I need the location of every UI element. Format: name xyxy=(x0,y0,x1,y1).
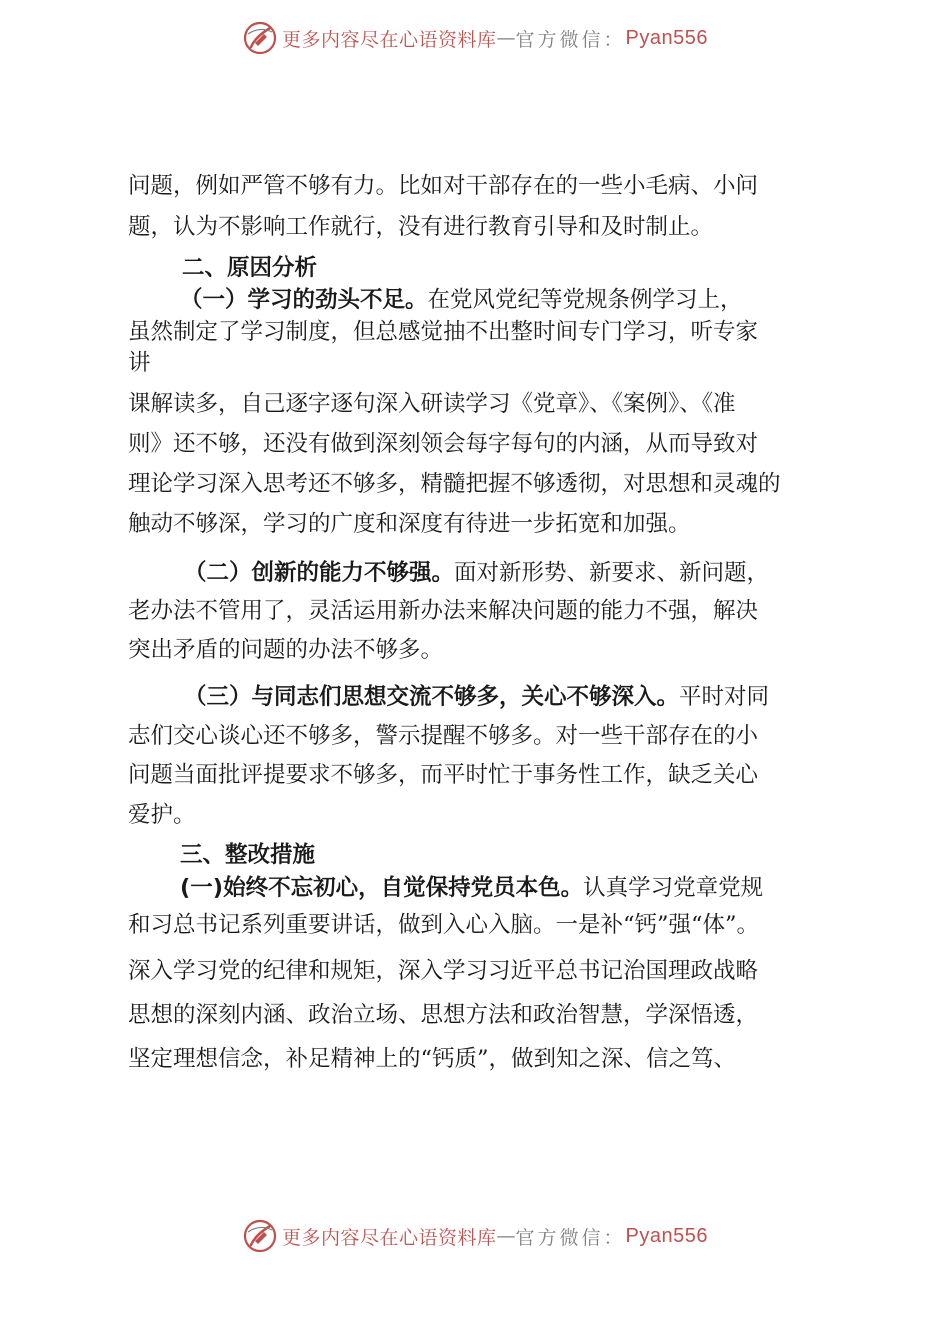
text-line: 突出矛盾的问题的办法不够多。 xyxy=(128,637,444,663)
watermark-dash: — xyxy=(496,27,516,49)
footer-watermark xyxy=(0,1216,950,1256)
text-line: 坚定理想信念，补足精神上的“钙质”，做到知之深、信之笃、 xyxy=(128,1046,737,1072)
text-line: 虽然制定了学习制度，但总感觉抽不出整时间专门学习，听专家 xyxy=(128,319,759,345)
section-heading-causes: 二、原因分析 xyxy=(182,255,318,281)
text-line: 思想的深刻内涵、政治立场、思想方法和政治智慧，学深悟透， xyxy=(128,1002,759,1028)
subheading-innovation: （二）创新的能力不够强。 xyxy=(184,560,455,586)
subheading-original-aspiration: (一)始终不忘初心，自觉保持党员本色。 xyxy=(180,875,584,901)
brand-logo-icon xyxy=(242,1218,278,1254)
text-line: 讲 xyxy=(128,350,151,376)
paragraph-line xyxy=(180,285,743,315)
watermark-label: 官方微信： xyxy=(515,1226,626,1249)
watermark-wechat-id: Pyan556 xyxy=(625,1224,708,1247)
text-line: 问题，例如严管不够有力。比如对干部存在的一些小毛病、小问 xyxy=(128,173,759,199)
text-span: 认真学习党章党规 xyxy=(583,875,764,901)
watermark-brand-text: 更多内容尽在心语资料库 xyxy=(282,1226,497,1249)
text-span: 平时对同 xyxy=(679,684,770,710)
subheading-communication: （三）与同志们思想交流不够多，关心不够深入。 xyxy=(184,684,680,710)
text-line: 问题当面批评提要求不够多，而平时忙于事务性工作，缺乏关心 xyxy=(128,762,759,788)
watermark-wechat-id: Pyan556 xyxy=(625,26,708,49)
watermark-label: 官方微信： xyxy=(515,28,626,51)
brand-logo-icon xyxy=(242,20,278,56)
paragraph-line xyxy=(180,873,763,903)
header-watermark xyxy=(0,18,950,58)
text-line: 深入学习党的纪律和规矩，深入学习习近平总书记治国理政战略 xyxy=(128,958,759,984)
text-line: 触动不够深，学习的广度和深度有待进一步拓宽和加强。 xyxy=(128,511,691,537)
text-line: 爱护。 xyxy=(128,802,196,828)
paragraph-line xyxy=(184,682,769,712)
text-span: 面对新形势、新要求、新问题， xyxy=(454,560,770,586)
text-line: 老办法不管用了，灵活运用新办法来解决问题的能力不强，解决 xyxy=(128,598,759,624)
text-span: 在党风党纪等党规条例学习上， xyxy=(427,287,743,313)
text-line: 和习总书记系列重要讲话，做到入心入脑。一是补“钙”强“体”。 xyxy=(128,912,760,938)
text-line: 则》还不够，还没有做到深刻领会每字每句的内涵，从而导致对 xyxy=(128,431,759,457)
watermark-dash: — xyxy=(496,1225,516,1247)
paragraph-line xyxy=(184,558,769,588)
text-line: 题，认为不影响工作就行，没有进行教育引导和及时制止。 xyxy=(128,214,714,240)
text-line: 志们交心谈心还不够多，警示提醒不够多。对一些干部存在的小 xyxy=(128,723,759,749)
text-line: 课解读多，自己逐字逐句深入研读学习《党章》、《案例》、《准 xyxy=(128,391,736,417)
watermark-brand-text: 更多内容尽在心语资料库 xyxy=(282,28,497,51)
section-heading-measures: 三、整改措施 xyxy=(180,842,316,868)
subheading-study-drive: （一）学习的劲头不足。 xyxy=(180,287,428,313)
text-line: 理论学习深入思考还不够多，精髓把握不够透彻，对思想和灵魂的 xyxy=(128,471,781,497)
